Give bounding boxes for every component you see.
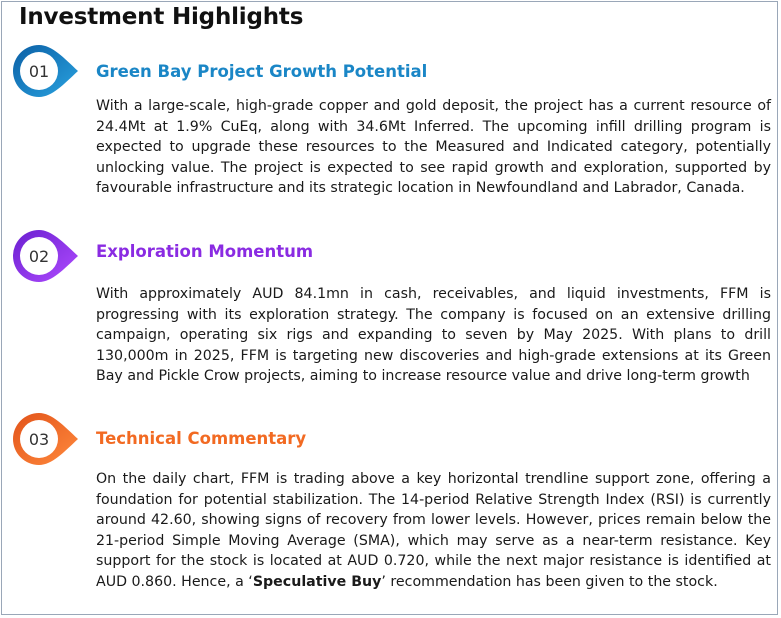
section-01-heading: Green Bay Project Growth Potential [96, 62, 428, 81]
badge-01-number: 01 [28, 61, 50, 81]
section-02-body: With approximately AUD 84.1mn in cash, receivables, and liquid investments, FFM is progressing with its exploration strategy. The company is focused on an extensive drilling campaign, operating six rigs and expanding to seven by May 2025. With plans to drill 130,000m in 2025, FFM is targeting new discoveries and high-grade extensions at its Green Bay and Pickle Crow projects, aiming to increase resource value and drive long-term growth [96, 286, 771, 384]
section-03-body-end: ’ recommendation has been given to the stock. [381, 573, 718, 590]
section-02-heading: Exploration Momentum [96, 242, 314, 261]
badge-03-number: 03 [28, 429, 50, 449]
badge-02-number: 02 [28, 246, 50, 266]
badge-02 [12, 229, 88, 283]
section-01-body: With a large-scale, high-grade copper and gold deposit, the project has a current resource of 24.4Mt at 1.9% CuEq, along with 34.6Mt Inferred. The upcoming infill drilling program is expected to upgrade these resources to the Measured and Indicated category, potentially unlocking value. The project is expected to see rapid growth and exploration, supported by favourable infrastructure and its strategic location in Newfoundland and Labrador, Canada. [96, 98, 771, 196]
badge-03 [12, 412, 88, 466]
section-03-body [96, 469, 771, 592]
page-title: Investment Highlights [19, 4, 304, 30]
section-03-body-text: On the daily chart, FFM is trading above a key horizontal trendline support zone, offering a foundation for potential stabilization. The 14-period Relative Strength Index (RSI) is currently around 42.60, showing signs of recovery from lower levels. However, prices remain below the 21-period Simple Moving Average (SMA), which may serve as a near-term resistance. Key support for the stock is located at AUD 0.720, while the next major resistance is identified at AUD 0.860. Hence, a ‘ [96, 471, 771, 590]
badge-01 [12, 44, 88, 98]
section-03-heading: Technical Commentary [96, 429, 307, 448]
recommendation-text: Speculative Buy [252, 573, 382, 590]
